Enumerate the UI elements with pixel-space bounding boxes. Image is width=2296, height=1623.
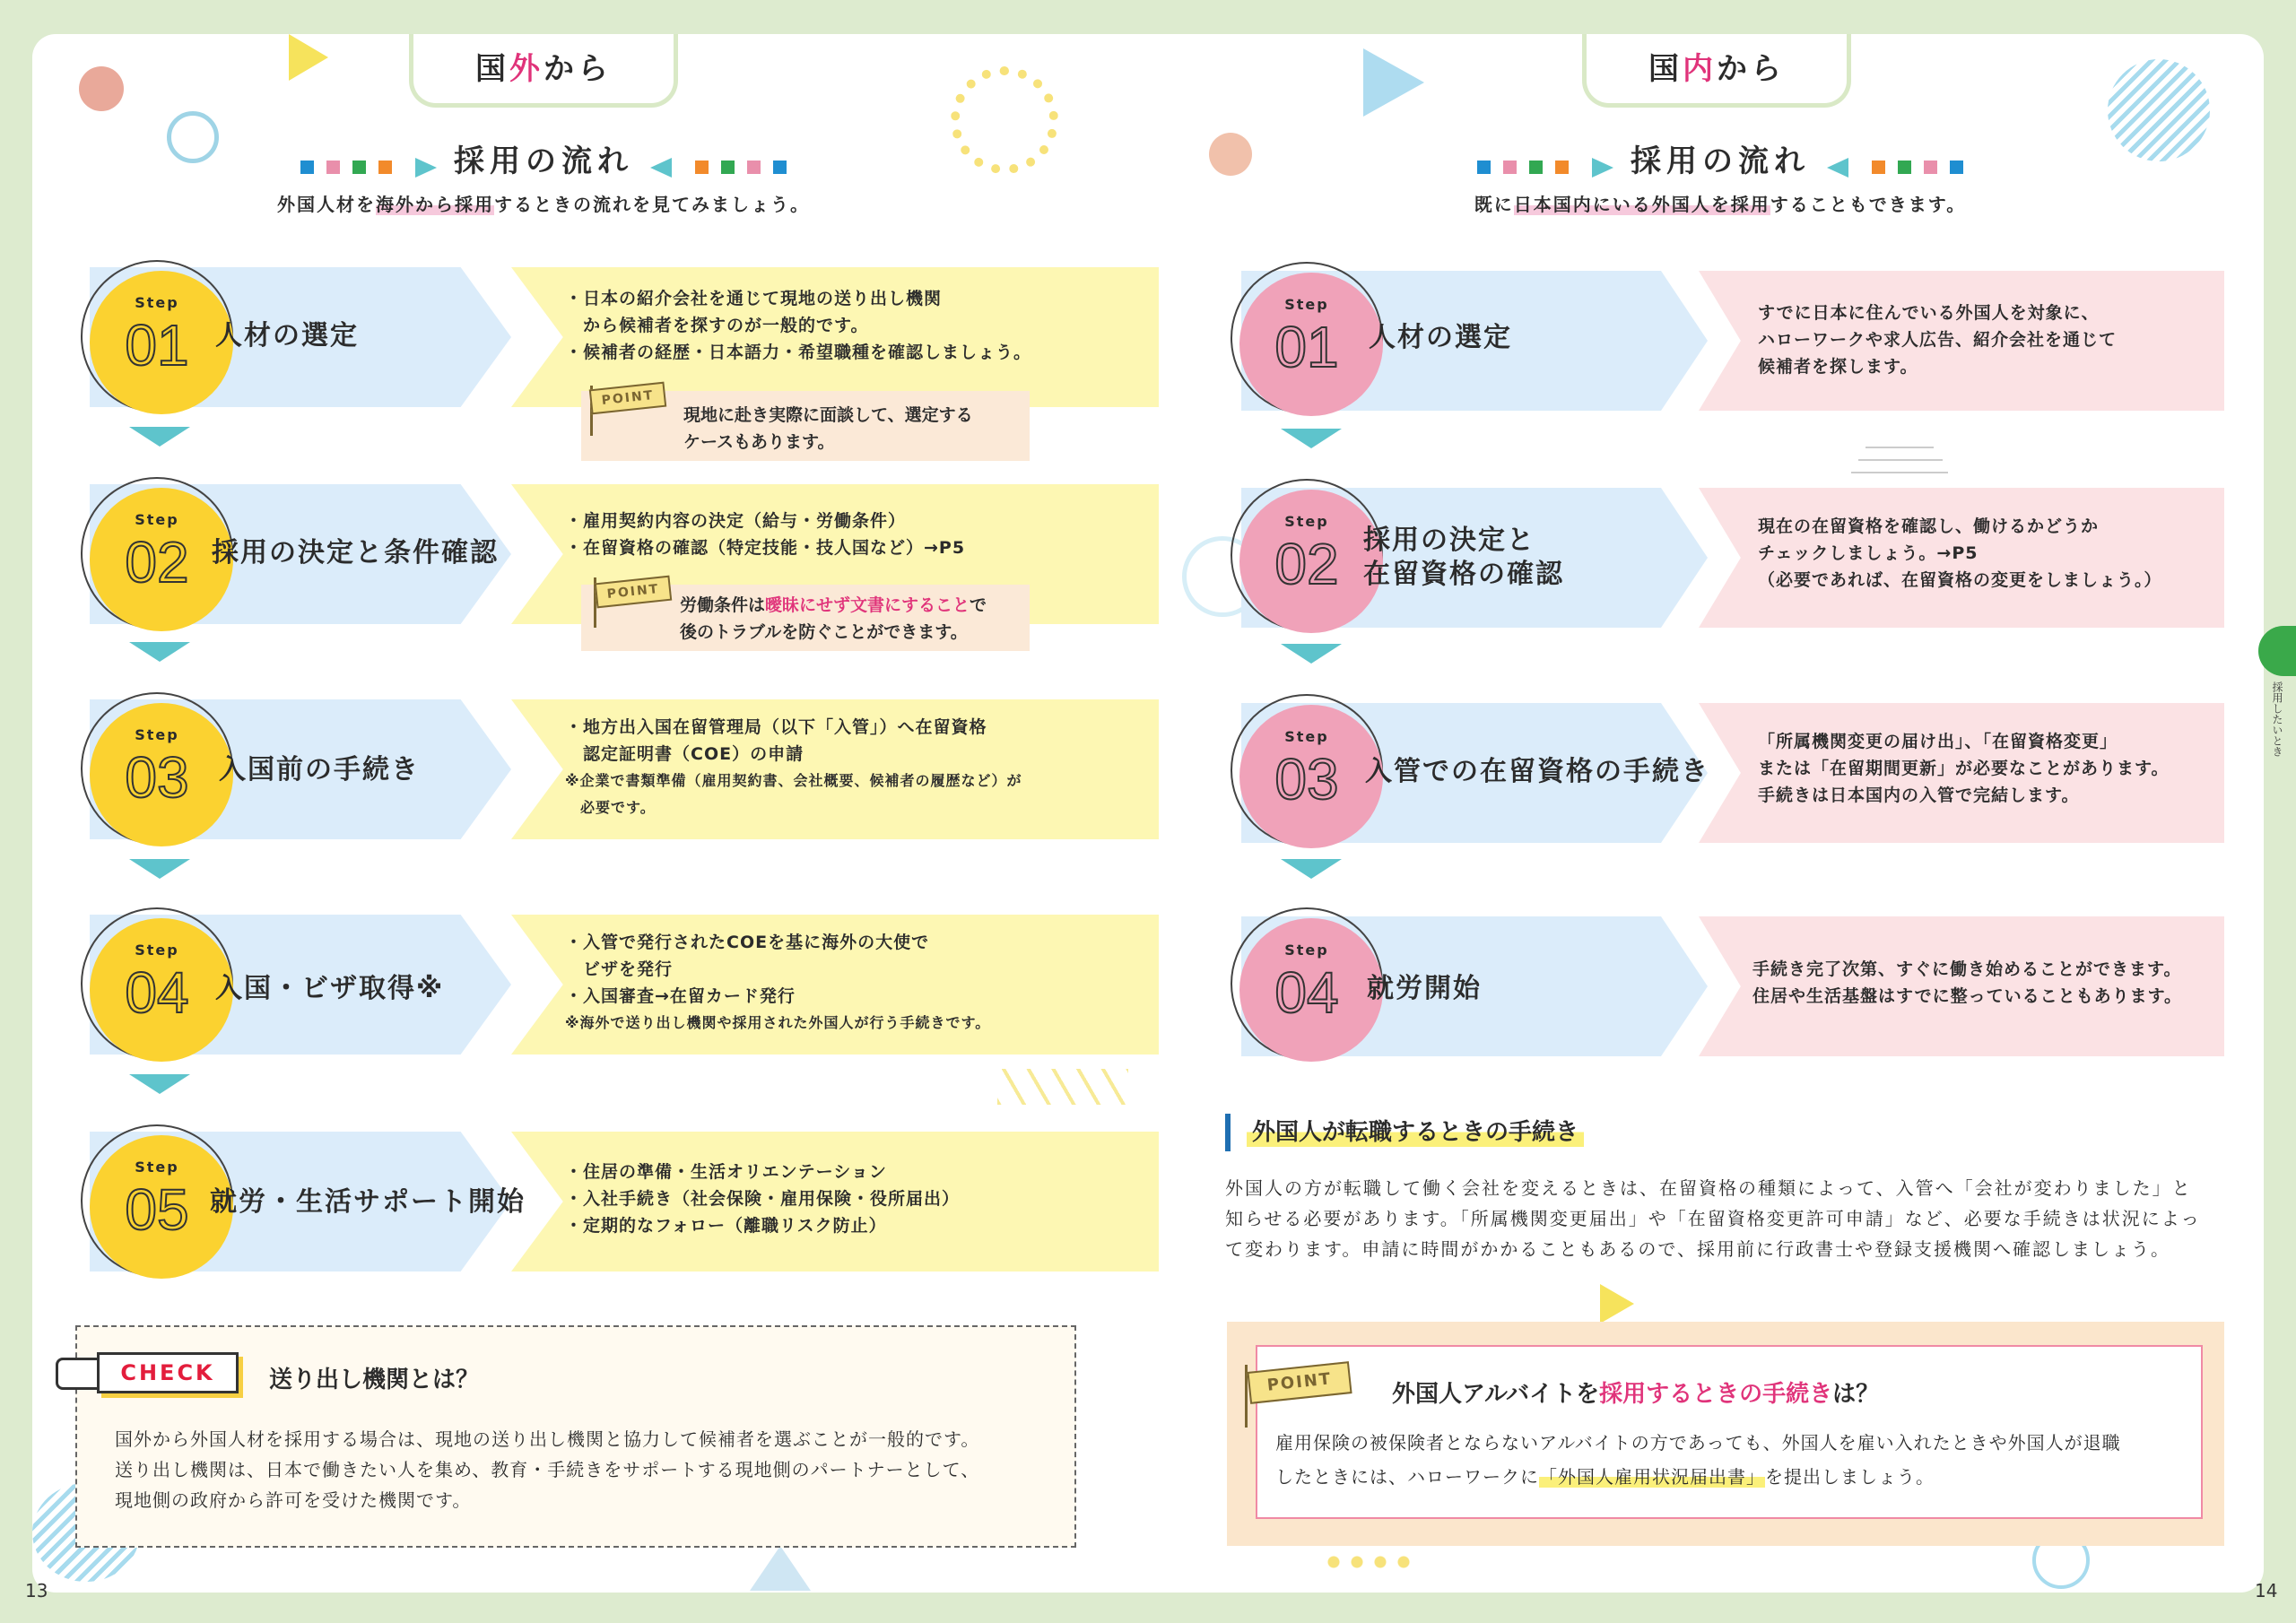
side-index-label: 採用したいとき bbox=[2271, 681, 2283, 757]
point-tag: POINT bbox=[1247, 1361, 1352, 1404]
point-tag: POINT bbox=[589, 382, 666, 415]
step-title: 人材の選定 bbox=[215, 320, 359, 352]
step-circle: Step 01 bbox=[81, 260, 233, 412]
down-arrow-icon bbox=[1281, 859, 1342, 879]
step-title: 採用の決定と 在留資格の確認 bbox=[1363, 525, 1564, 590]
check-title: 送り出し機関とは？ bbox=[269, 1367, 480, 1393]
step-title: 就労開始 bbox=[1367, 973, 1482, 1004]
down-arrow-icon bbox=[129, 859, 190, 879]
side-index-tab[interactable] bbox=[2258, 626, 2296, 676]
tab-kokunai: 国内から bbox=[1582, 34, 1851, 108]
step-title: 入管での在留資格の手続き bbox=[1365, 756, 1709, 787]
deco-line bbox=[1858, 459, 1943, 461]
down-arrow-icon bbox=[129, 642, 190, 662]
check-label: CHECK bbox=[97, 1352, 239, 1393]
step-circle: Step 02 bbox=[1231, 479, 1383, 631]
section-heading-right bbox=[1406, 136, 2034, 180]
down-arrow-icon bbox=[129, 427, 190, 447]
step-circle: Step 04 bbox=[1231, 907, 1383, 1060]
deco-stripe-circle-blue bbox=[2108, 59, 2210, 161]
deco-ring-blue bbox=[167, 111, 219, 163]
deco-dots-triangle-bottom bbox=[750, 1546, 811, 1591]
section-bar bbox=[1225, 1114, 1231, 1151]
page-number: 14 bbox=[2255, 1580, 2278, 1601]
deco-line bbox=[1851, 472, 1948, 473]
tab-kokugai: 国外から bbox=[409, 34, 678, 108]
step-circle: Step 03 bbox=[81, 692, 233, 845]
step-title: 人材の選定 bbox=[1369, 322, 1512, 353]
step-title: 入国・ビザ取得※ bbox=[215, 973, 445, 1004]
deco-triangle-yellow-right bbox=[1600, 1284, 1634, 1324]
step-title: 就労・生活サポート開始 bbox=[210, 1186, 526, 1218]
deco-line bbox=[1866, 447, 1934, 448]
page-number: 13 bbox=[25, 1580, 48, 1601]
point-text: 現地に赴き実際に面談して、選定する ケースもあります。 bbox=[683, 405, 973, 452]
step-description: 手続き完了次第、すぐに働き始めることができます。 住居や生活基盤はすでに整っていることもあります。 bbox=[1752, 959, 2183, 1006]
subtitle-right: 既に日本国内にいる外国人を採用することもできます。 bbox=[1474, 194, 1967, 215]
deco-circle-salmon-right bbox=[1209, 133, 1252, 176]
point-tag: POINT bbox=[595, 576, 672, 609]
step-circle: Step 02 bbox=[81, 477, 233, 629]
point-body: 雇用保険の被保険者とならないアルバイトの方であっても、外国人を雇い入れたときや外国人が退職 したときには、ハローワークに「外国人雇用状況届出書」を提出しましょう。 bbox=[1275, 1432, 2121, 1488]
section-title: 外国人が転職するときの手続き bbox=[1247, 1114, 1584, 1147]
check-body: 国外から外国人材を採用する場合は、現地の送り出し機関と協力して候補者を選ぶことが一般的です。 送り出し機関は、日本で働きたい人を集め、教育・手続きをサポートする現地側のパートナーとして、 現地側の政府から許可を受けた機関です。 bbox=[115, 1428, 980, 1511]
step-circle: Step 01 bbox=[1231, 262, 1383, 414]
step-description: 現在の在留資格を確認し、働けるかどうか チェックしましょう。→P5 （必要であれば、在留資格の変更をしましょう。） bbox=[1758, 516, 2162, 590]
heading-title: 採用の流れ bbox=[454, 143, 633, 179]
step-description: 「所属機関変更の届け出」、「在留資格変更」 または「在留期間更新」が必要なことがあります。 手続きは日本国内の入管で完結します。 bbox=[1758, 732, 2170, 805]
step-circle: Step 03 bbox=[1231, 694, 1383, 846]
deco-dot-ring-yellow bbox=[951, 66, 1058, 174]
step-circle: Step 04 bbox=[81, 907, 233, 1060]
section-body: 外国人の方が転職して働く会社を変えるときは、在留資格の種類によって、入管へ「会社が変わりました」と 知らせる必要があります。「所属機関変更届出」や「在留資格変更許可申請」など、必要な手続きは状況によっ て変わります。申請に時間がかかることもあるので、採用前に行政書士や登録支援機関へ確認しましょう。 bbox=[1225, 1177, 2201, 1260]
down-arrow-icon bbox=[129, 1074, 190, 1094]
down-arrow-icon bbox=[1281, 644, 1342, 664]
section-heading-left bbox=[230, 136, 857, 180]
step-title: 採用の決定と条件確認 bbox=[212, 537, 499, 568]
deco-dots-yellow-bottom bbox=[1322, 1555, 1421, 1569]
heading-title: 採用の流れ bbox=[1631, 143, 1810, 179]
deco-circle-salmon bbox=[79, 66, 124, 111]
step-circle: Step 05 bbox=[81, 1124, 233, 1277]
step-description: ・入管で発行されたCOEを基に海外の大使で ビザを発行 ・入国審査→在留カード発行 ※海外で送り出し機関や採用された外国人が行う手続きです。 bbox=[565, 933, 991, 1031]
point-text: 労働条件は曖昧にせず文書にすることで 後のトラブルを防ぐことができます。 bbox=[680, 595, 987, 642]
point-title: 外国人アルバイトを採用するときの手続きは？ bbox=[1392, 1381, 1880, 1408]
step-description: ・日本の紹介会社を通じて現地の送り出し機関 から候補者を探すのが一般的です。 ・候補者の経歴・日本語力・希望職種を確認しましょう。 bbox=[565, 289, 1032, 362]
deco-zigzag bbox=[997, 1069, 1128, 1105]
step-title: 入国前の手続き bbox=[219, 754, 420, 785]
deco-triangle-dots-blue bbox=[1363, 48, 1424, 117]
step-description: ・地方出入国在留管理局（以下「入管」）へ在留資格 認定証明書（COE）の申請 ※企業で書類準備（雇用契約書、会社概要、候補者の履歴など）が 必要です。 bbox=[565, 717, 1022, 816]
step-description: ・住居の準備・生活オリエンテーション ・入社手続き（社会保険・雇用保険・役所届出） ・定期的なフォロー（離職リスク防止） bbox=[565, 1162, 961, 1236]
step-description: ・雇用契約内容の決定（給与・労働条件） ・在留資格の確認（特定技能・技人国など）→P5 bbox=[565, 511, 966, 558]
down-arrow-icon bbox=[1281, 429, 1342, 448]
step-description: すでに日本に住んでいる外国人を対象に、 ハローワークや求人広告、紹介会社を通じて 候補者を探します。 bbox=[1758, 303, 2118, 377]
deco-triangle-yellow bbox=[289, 34, 328, 81]
subtitle-left: 外国人材を海外から採用するときの流れを見てみましょう。 bbox=[277, 194, 810, 215]
